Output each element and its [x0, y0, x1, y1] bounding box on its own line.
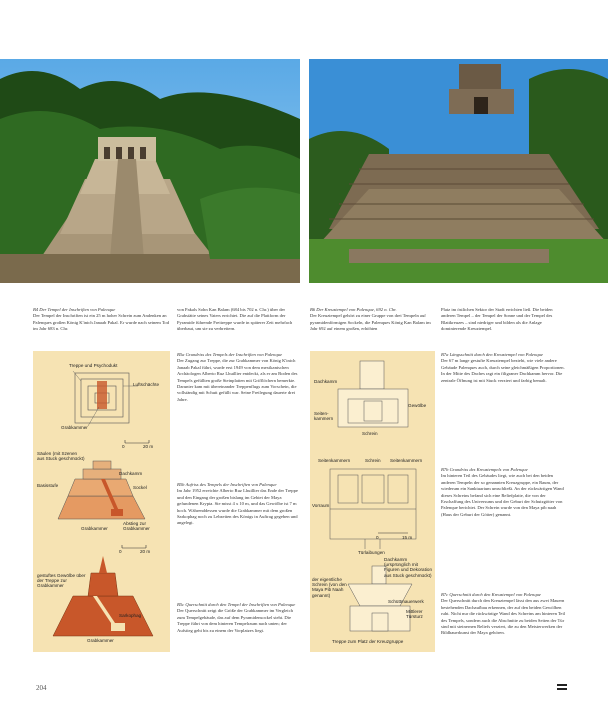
caption-b6 [310, 307, 436, 333]
caption-b5a [177, 352, 300, 403]
label-vorraum: Vorraum [312, 503, 330, 508]
label-mittlerer-tuersturz: Mittlerer Türsturz [406, 609, 423, 620]
label-sarkophag: Sarkophag [119, 613, 142, 618]
label-luftschaechte: Luftschächte [133, 382, 160, 387]
caption-b7b [441, 467, 568, 518]
label-schrein-d: Schrein [362, 431, 378, 436]
label-seitenkammern-e-right: Seitenkammern [390, 458, 423, 463]
photo-temple-of-inscriptions [0, 59, 300, 283]
label-saeulen: Säulen (mit Szenen aus Stuck geschmückt) [37, 451, 85, 462]
label-grabkammer-b: Grabkammer [81, 526, 108, 531]
caption-b7c-fig: B7c [441, 592, 449, 597]
diagram-panel-cross [310, 351, 435, 652]
label-scale-b-0: 0 [119, 549, 122, 554]
caption-b7c-text: Der Querschnitt durch den Kreuztempel lässt den aus zwei Mauern bestehenden Dachaufbau erkennen, der auf den beiden Gewölben ruht. Nicht nur die rückwärtige Wand des Schreins am hinteren Teil des Tempels, sondern auch die Abschnitte zu beiden Seiten der Tür sind mit steinernen Reliefs verziert, die zu den Meisterwerken der Bildhauerkunst der Maya gehören. [441, 598, 566, 636]
caption-b5a-title: Grundriss des Tempels der Inschriften von Palenque [185, 352, 283, 357]
label-treppe: Treppe und Psychodukt [69, 363, 118, 368]
caption-b5b-text: Im Jahr 1952 erreichte Alberto Ruz Lhuillier das Ende der Treppe und den Eingang der großen bislang im Gebiet der Maya gefundenen Krypta. Sie misst 4 x 10 m, und das Gewölbe ist 7 m hoch. Währenddessen wurde die Grabkammer mit dem großen Sarkophag noch zu Lebzeiten des Königs in Auftrag gegeben und angelegt. [177, 488, 298, 526]
caption-b7a-title: Längsschnitt durch den Kreuztempel von Palenque [449, 352, 543, 357]
caption-b4 [33, 307, 171, 333]
caption-b4-title: Der Tempel der Inschriften von Palenque [39, 307, 116, 312]
label-schuettmauerwerk: Schüttmauerwerk [388, 599, 424, 604]
label-scale-e-15: 15 m [402, 535, 413, 540]
caption-b5c-title: Querschnitt durch den Tempel der Inschriften von Palenque [185, 602, 296, 607]
diagram-panel-inscriptions [33, 351, 170, 652]
caption-b6-cont [441, 307, 568, 333]
label-dachkamm-f: Dachkamm (ursprünglich mit Figuren und Dekoration aus Stuck geschmückt) [384, 557, 433, 578]
caption-b5a-text: Der Zugang zur Treppe, die zur Grabkammer von König K'inich Janaab Pakal führt, wurde erst 1949 von dem mexikanischen Archäologen Alberto Ruz Lhuillier entdeckt, als er am Boden des Tempels gefüllten große Steinplatten mit Grifflöchern bemerkte. Darunter kam mit übereinander Treppenflugs zum Vorschein, die vollständig mit Schutt gefüllt war. Seine Freilegung dauerte drei Jahre. [177, 358, 298, 402]
label-sockel: Sockel [133, 485, 147, 490]
label-scale-e-0: 0 [376, 535, 379, 540]
label-scale-a-20: 20 m [143, 444, 154, 449]
label-seitenkammern-e-left: Seitenkammern [318, 458, 351, 463]
caption-b4-fig: B4 [33, 307, 39, 312]
menu-icon [557, 684, 567, 692]
label-basisstufe: Basisstufe [37, 483, 59, 488]
caption-b5c [177, 602, 300, 634]
label-gestuftes-gewoelbe: gestuftes Gewölbe über der Treppe zur Grabkammer [37, 573, 86, 589]
caption-b7a-text: Der 67 m lange gestufte Kreuztempel bezieht, wie viele andere Gebäude Palenques auch, durch seine gleichmäßigen Proportionen. In der Mitte des Daches ragt ein filigraner Dachkamm hervor. Die zentrale Öffnung ist mit Stuck verziert und farbig bemalt. [441, 358, 565, 383]
caption-b7c [441, 592, 568, 637]
caption-b6-fig: B6 [310, 307, 316, 312]
photo-temple-of-the-cross [309, 59, 608, 283]
caption-b4-cont [177, 307, 301, 333]
label-schrein-e: Schrein [365, 458, 381, 463]
caption-b5b-fig: B5b [177, 482, 185, 487]
caption-b7b-title: Grundriss des Kreuztempels von Palenque [449, 467, 528, 472]
label-abstieg: Abstieg zur Grabkammer [123, 521, 150, 532]
caption-b6-title: Der Kreuztempel von Palenque, 692 n. Chr. [316, 307, 397, 312]
label-dachkamm-d: Dachkamm [314, 379, 338, 384]
label-scale-b-20: 20 m [140, 549, 151, 554]
caption-b5b [177, 482, 300, 527]
label-grabkammer-a: Grabkammer [61, 425, 88, 430]
caption-b4-text: Der Tempel der Inschriften ist ein 25 m hoher Schrein zum Andenken an Palenques großen König K'inich Janaab Pakal. Er wurde nach seinem Tod im Jahr 683 n. Chr. [33, 313, 170, 332]
caption-b7b-text: Im hinteren Teil des Gebäudes liegt, wie auch bei den beiden anderen Tempeln der so genannten Kreuzgruppe, ein Raum, der wiederum ein Sanktuarium umschließt. An der rückwärtigen Wand dieses Schreins befand sich eine Reliefplatte, die von der Erschaffung des Universums und der Geburt der Schutzgötter von Palenque berichtet. Der Schrein wurde von den Maya pib naah (Haus der Geburt der Götter) genannt. [441, 473, 564, 517]
caption-b5a-fig: B5a [177, 352, 185, 357]
page-number: 204 [36, 684, 47, 692]
caption-b6-cont-text: Platz im östlichen Sektor der Stadt errichten ließ. Die beiden anderen Tempel – der Tempel der Sonne und der Tempel des Blattkreuzes – sind niedriger und bilden als die Anlage dominierende Kreuztempel. [441, 307, 553, 332]
caption-b7b-fig: B7b [441, 467, 449, 472]
caption-b4-cont-text: von Pakals Sohn Kan Balam (684 bis 702 n. Chr.) über der Grabstätte seines Vaters errichtet. Die auf die Plattform der Pyramide führende Freitreppe wurde in späterer Zeit mehrfach überbaut, um sie zu verbreitern. [177, 307, 293, 332]
caption-b7a [441, 352, 568, 384]
label-seitenkammern-d: Seiten-kammern [314, 411, 334, 422]
label-tuerlaibungen: Türlaibungen [358, 550, 385, 555]
label-schrein-f: der eigentliche Schrein (von den Maya Pib Naah genannt) [312, 577, 347, 598]
label-treppe-kreuzgruppe: Treppe zum Platz der Kreuzgruppe [332, 639, 404, 644]
caption-b7c-title: Querschnitt durch den Kreuztempel von Palenque [449, 592, 541, 597]
caption-b5b-title: Aufriss des Tempels der Inschriften von Palenque [185, 482, 277, 487]
label-gewoelbe-d: Gewölbe [408, 403, 427, 408]
label-grabkammer-c: Grabkammer [87, 638, 114, 643]
caption-b7a-fig: B7a [441, 352, 449, 357]
label-scale-a-0: 0 [122, 444, 125, 449]
caption-b5c-fig: B5c [177, 602, 185, 607]
caption-b5c-text: Der Querschnitt zeigt die Größe der Grabkammer im Vergleich zum Tempelgebäude, das auf dem Pyramidensockel steht. Die Treppe führt von dem hinteren Tempelraum nach unten; der Aufstieg geht bis zu einem der Vorplatzes liegt. [177, 608, 293, 633]
caption-b6-text: Der Kreuztempel gehört zu einer Gruppe von drei Tempeln auf pyramidenförmigen Sockeln, die Palenques König Kan Balam im Jahr 692 auf einem großen, erhöhten [310, 313, 431, 332]
label-dachkamm-b: Dachkamm [119, 471, 143, 476]
